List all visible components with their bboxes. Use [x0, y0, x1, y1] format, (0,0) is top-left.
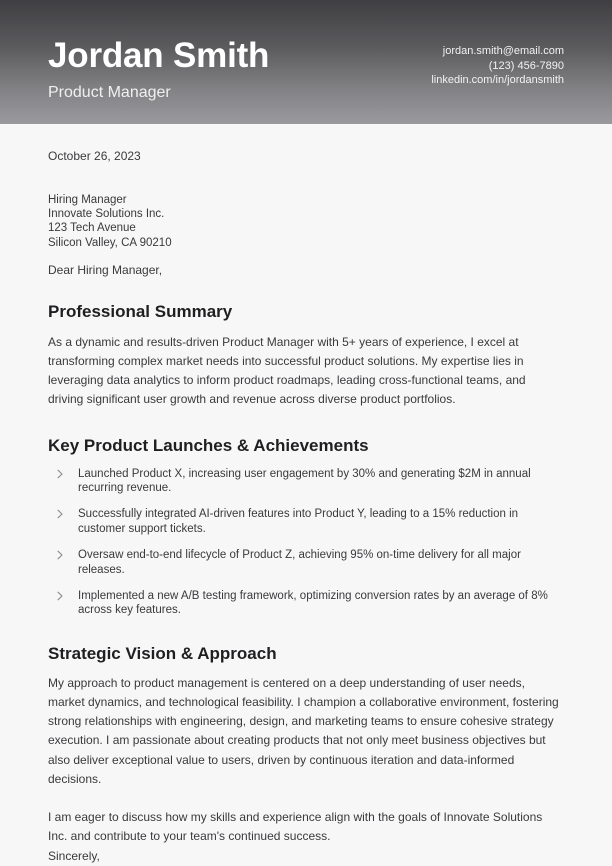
section-body-text: As a dynamic and results-driven Product Manager with 5+ years of experience, I excel at transforming complex market needs into successful product solutions. My expertise lies in leveraging data analytics to inform product roadmaps, leading cross-functional teams, and driving significant user growth and revenue across diverse product portfolios. [48, 334, 526, 407]
section-strategic-vision [48, 645, 564, 789]
document-header-banner [0, 0, 612, 124]
list-item-text: Launched Product X, increasing user engagement by 30% and generating $2M in annual recurring revenue. [78, 467, 531, 495]
achievements-list [48, 467, 564, 618]
closing-paragraph: I am eager to discuss how my skills and experience align with the goals of Innovate Solutions Inc. and contribute to your team's continued success. [48, 810, 543, 844]
section-body-text: My approach to product management is centered on a deep understanding of user needs, market dynamics, and technological feasibility. I champion a collaborative environment, fostering strong relationships with engineering, design, and marketing teams to ensure cohesive strategy execution. I am passionate about creating products that not only meet business objectives but also deliver exceptional value to users, driven by continuous iteration and data-informed decisions. [48, 675, 559, 786]
letter-date: October 26, 2023 [48, 149, 141, 163]
recipient-address-block [48, 193, 564, 250]
contact-email[interactable]: jordan.smith@email.com [442, 45, 564, 57]
applicant-job-title: Product Manager [48, 84, 171, 101]
letter-signoff: Sincerely, [48, 848, 100, 863]
list-item [48, 467, 564, 496]
recipient-line: Silicon Valley, CA 90210 [48, 236, 172, 249]
recipient-line: 123 Tech Avenue [48, 222, 136, 235]
chevron-right-icon [54, 590, 66, 602]
list-item-text: Implemented a new A/B testing framework, optimizing conversion rates by an average of 8% across key features. [78, 590, 548, 617]
section-heading: Strategic Vision & Approach [48, 643, 277, 663]
header-inner [48, 0, 564, 124]
applicant-name: Jordan Smith [48, 36, 270, 75]
section-professional-summary [48, 303, 564, 410]
list-item [48, 507, 564, 536]
list-item [48, 589, 564, 618]
section-heading: Key Product Launches & Achievements [48, 435, 369, 455]
contact-block [431, 44, 564, 88]
list-item [48, 548, 564, 577]
list-item-text: Oversaw end-to-end lifecycle of Product Z, achieving 95% on-time delivery for all major releases. [78, 549, 521, 576]
recipient-line: Innovate Solutions Inc. [48, 208, 165, 221]
chevron-right-icon [54, 549, 66, 561]
letter-salutation: Dear Hiring Manager, [48, 262, 163, 277]
section-heading: Professional Summary [48, 301, 233, 321]
contact-linkedin[interactable]: linkedin.com/in/jordansmith [431, 74, 564, 87]
list-item-text: Successfully integrated AI-driven features into Product Y, leading to a 15% reduction in customer support tickets. [78, 508, 519, 535]
section-key-achievements [48, 437, 564, 618]
chevron-right-icon [54, 508, 66, 520]
recipient-line: Hiring Manager [48, 194, 127, 206]
letter-content [0, 150, 612, 866]
contact-phone[interactable]: (123) 456-7890 [488, 59, 564, 72]
chevron-right-icon [54, 468, 66, 480]
